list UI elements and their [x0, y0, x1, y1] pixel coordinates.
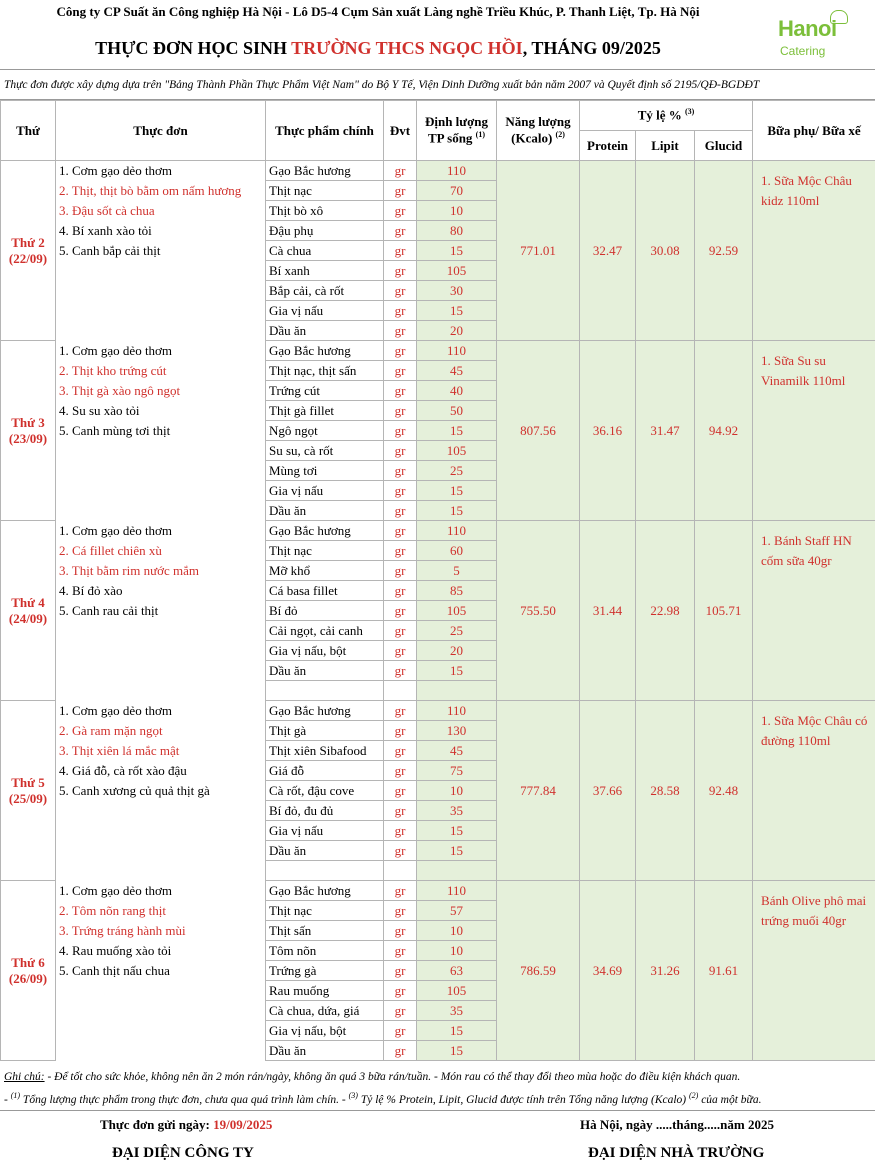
- dish-item: [56, 461, 266, 481]
- ingredient-quantity: 10: [417, 781, 497, 801]
- ingredient-name: [266, 681, 384, 701]
- col-main-food: Thực phẩm chính: [266, 101, 384, 161]
- ingredient-unit: gr: [384, 901, 417, 921]
- ingredient-name: Gạo Bắc hương: [266, 881, 384, 901]
- ingredient-unit: gr: [384, 801, 417, 821]
- dish-item: [56, 621, 266, 641]
- day-cell: [1, 341, 56, 521]
- dish-item: 4. Bí xanh xào tỏi: [56, 221, 266, 241]
- day-date: (24/09): [8, 610, 48, 626]
- ingredient-unit: gr: [384, 921, 417, 941]
- table-row: [1, 341, 875, 361]
- ingredient-name: Đậu phụ: [266, 221, 384, 241]
- document-header: [0, 0, 875, 70]
- ingredient-name: Thịt nạc: [266, 901, 384, 921]
- dish-item: [56, 441, 266, 461]
- ingredient-name: Trứng cút: [266, 381, 384, 401]
- dish-item: [56, 821, 266, 841]
- dish-item: [56, 861, 266, 881]
- ingredient-unit: gr: [384, 581, 417, 601]
- ingredient-unit: gr: [384, 601, 417, 621]
- glucid-value: 91.61: [695, 881, 753, 1061]
- ingredient-quantity: 80: [417, 221, 497, 241]
- ingredient-quantity: 15: [417, 841, 497, 861]
- ingredient-unit: gr: [384, 841, 417, 861]
- ingredient-unit: gr: [384, 221, 417, 241]
- title-school: TRƯỜNG THCS NGỌC HỒI: [291, 38, 523, 58]
- ingredient-name: Thịt nạc, thịt sấn: [266, 361, 384, 381]
- dish-item: 3. Trứng tráng hành mùi: [56, 921, 266, 941]
- ingredient-name: Thịt xiên Sibafood: [266, 741, 384, 761]
- ingredient-quantity: 130: [417, 721, 497, 741]
- menu-basis-note: Thực đơn được xây dựng dựa trên "Bảng Thành Phần Thực Phẩm Việt Nam" do Bộ Y Tế, Viện Dinh Dưỡng xuất bản năm 2007 và Quyết định số 2195/QĐ-BGDĐT: [0, 72, 875, 100]
- dish-item: 2. Gà ram mặn ngọt: [56, 721, 266, 741]
- ingredient-name: Thịt gà fillet: [266, 401, 384, 421]
- ingredient-name: Cà chua: [266, 241, 384, 261]
- lipit-value: 31.47: [636, 341, 695, 521]
- ingredient-quantity: 40: [417, 381, 497, 401]
- day-date: (23/09): [8, 430, 48, 446]
- ingredient-unit: [384, 861, 417, 881]
- day-cell: [1, 701, 56, 881]
- ingredient-unit: gr: [384, 881, 417, 901]
- ingredient-quantity: 110: [417, 161, 497, 181]
- ingredient-unit: gr: [384, 481, 417, 501]
- ingredient-name: Bắp cải, cà rốt: [266, 281, 384, 301]
- ingredient-unit: gr: [384, 721, 417, 741]
- ingredient-name: Bí xanh: [266, 261, 384, 281]
- dish-item: 4. Giá đỗ, cà rốt xào đậu: [56, 761, 266, 781]
- dish-item: 1. Cơm gạo dẻo thơm: [56, 521, 266, 541]
- ingredient-unit: gr: [384, 641, 417, 661]
- ingredient-quantity: 5: [417, 561, 497, 581]
- energy-value: 786.59: [497, 881, 580, 1061]
- ingredient-name: Dầu ăn: [266, 321, 384, 341]
- ingredient-unit: gr: [384, 961, 417, 981]
- dish-item: 5. Canh xương củ quả thịt gà: [56, 781, 266, 801]
- dish-item: [56, 981, 266, 1001]
- ingredient-unit: gr: [384, 621, 417, 641]
- logo-main-text: Hanoi: [778, 16, 837, 41]
- lipit-value: 30.08: [636, 161, 695, 341]
- glucid-value: 92.59: [695, 161, 753, 341]
- ingredient-quantity: 57: [417, 901, 497, 921]
- col-lipit: Lipit: [636, 131, 695, 161]
- ingredient-name: Cà chua, dứa, giá: [266, 1001, 384, 1021]
- day-cell: [1, 161, 56, 341]
- title-suffix: , THÁNG 09/2025: [522, 38, 661, 58]
- ingredient-name: Gia vị nấu: [266, 301, 384, 321]
- ingredient-quantity: 15: [417, 661, 497, 681]
- dish-item: [56, 801, 266, 821]
- ingredient-name: Bí đỏ: [266, 601, 384, 621]
- col-protein: Protein: [580, 131, 636, 161]
- menu-body: [1, 161, 875, 1061]
- ingredient-unit: gr: [384, 501, 417, 521]
- ingredient-quantity: 15: [417, 301, 497, 321]
- ingredient-name: [266, 861, 384, 881]
- ingredient-quantity: 110: [417, 881, 497, 901]
- dish-item: 4. Rau muống xào tỏi: [56, 941, 266, 961]
- day-label: Thứ 5: [11, 774, 45, 790]
- ingredient-quantity: 10: [417, 921, 497, 941]
- ingredient-name: Gia vị nấu: [266, 481, 384, 501]
- ingredient-quantity: 15: [417, 481, 497, 501]
- ingredient-name: Dầu ăn: [266, 1041, 384, 1061]
- ingredient-quantity: 45: [417, 741, 497, 761]
- glucid-value: 94.92: [695, 341, 753, 521]
- note-line-2: - $^{(1)}$ Tổng lượng thực phẩm trong thực đơn, chưa qua quá trình làm chín. - $^{(3)}$ Tỷ lệ % Protein, Lipit, Glucid được tính trên Tổng năng lượng (Kcalo) $^{(2)}$ của một bữa.: [4, 1091, 762, 1106]
- ingredient-name: Tôm nõn: [266, 941, 384, 961]
- ingredient-quantity: 110: [417, 341, 497, 361]
- ingredient-unit: gr: [384, 301, 417, 321]
- ingredient-quantity: [417, 861, 497, 881]
- ingredient-unit: gr: [384, 1021, 417, 1041]
- ingredient-name: Gia vị nấu, bột: [266, 641, 384, 661]
- snack-item: 1. Sữa Su su Vinamilk 110ml: [753, 341, 875, 521]
- ingredient-quantity: 25: [417, 621, 497, 641]
- ingredient-unit: gr: [384, 521, 417, 541]
- dish-item: 5. Canh thịt nấu chua: [56, 961, 266, 981]
- ingredient-name: Thịt nạc: [266, 541, 384, 561]
- table-row: [1, 701, 875, 721]
- ingredient-name: Thịt nạc: [266, 181, 384, 201]
- dish-item: [56, 681, 266, 701]
- col-energy: Năng lượng (Kcalo) $^{(2)}$: [497, 101, 580, 161]
- ingredient-name: Gạo Bắc hương: [266, 161, 384, 181]
- menu-table: [0, 100, 875, 1061]
- logo-sub-text: Catering: [780, 44, 826, 58]
- hanoi-catering-logo: [770, 8, 870, 66]
- ingredient-unit: gr: [384, 421, 417, 441]
- protein-value: 32.47: [580, 161, 636, 341]
- ingredient-unit: gr: [384, 381, 417, 401]
- dish-item: 2. Tôm nõn rang thịt: [56, 901, 266, 921]
- dish-item: 2. Thịt, thịt bò bằm om nấm hương: [56, 181, 266, 201]
- ingredient-name: Thịt bò xô: [266, 201, 384, 221]
- ingredient-quantity: 15: [417, 241, 497, 261]
- ingredient-quantity: 45: [417, 361, 497, 381]
- snack-item: Bánh Olive phô mai trứng muối 40gr: [753, 881, 875, 1061]
- dish-item: 5. Canh rau cải thịt: [56, 601, 266, 621]
- col-day: Thứ: [1, 101, 56, 161]
- energy-value: 755.50: [497, 521, 580, 701]
- ingredient-unit: gr: [384, 161, 417, 181]
- ingredient-name: Thịt gà: [266, 721, 384, 741]
- col-glucid: Glucid: [695, 131, 753, 161]
- ingredient-name: Gạo Bắc hương: [266, 521, 384, 541]
- dish-item: 5. Canh bắp cải thịt: [56, 241, 266, 261]
- day-label: Thứ 4: [11, 594, 45, 610]
- page-title: [0, 38, 756, 59]
- dish-item: 1. Cơm gạo dẻo thơm: [56, 161, 266, 181]
- ingredient-quantity: 70: [417, 181, 497, 201]
- ingredient-unit: gr: [384, 341, 417, 361]
- ingredient-quantity: 15: [417, 821, 497, 841]
- table-row: [1, 521, 875, 541]
- col-snack: Bữa phụ/ Bữa xế: [753, 101, 875, 161]
- ingredient-name: Gạo Bắc hương: [266, 701, 384, 721]
- col-menu: Thực đơn: [56, 101, 266, 161]
- ingredient-quantity: 15: [417, 501, 497, 521]
- ingredient-quantity: [417, 681, 497, 701]
- ingredient-quantity: 15: [417, 1041, 497, 1061]
- dish-item: 1. Cơm gạo dẻo thơm: [56, 881, 266, 901]
- day-date: (22/09): [8, 250, 48, 266]
- ingredient-unit: gr: [384, 361, 417, 381]
- protein-value: 34.69: [580, 881, 636, 1061]
- ingredient-name: Dầu ăn: [266, 661, 384, 681]
- ingredient-name: Ngô ngọt: [266, 421, 384, 441]
- ingredient-quantity: 50: [417, 401, 497, 421]
- ingredient-name: Dầu ăn: [266, 501, 384, 521]
- energy-value: 777.84: [497, 701, 580, 881]
- snack-item: 1. Sữa Mộc Châu có đường 110ml: [753, 701, 875, 881]
- ingredient-unit: gr: [384, 761, 417, 781]
- lipit-value: 28.58: [636, 701, 695, 881]
- dish-item: 4. Bí đỏ xào: [56, 581, 266, 601]
- ingredient-name: Cá basa fillet: [266, 581, 384, 601]
- glucid-value: 92.48: [695, 701, 753, 881]
- ingredient-unit: gr: [384, 1001, 417, 1021]
- dish-item: 1. Cơm gạo dẻo thơm: [56, 701, 266, 721]
- place-date: Hà Nội, ngày .....tháng.....năm 2025: [580, 1117, 774, 1132]
- dish-item: [56, 321, 266, 341]
- lipit-value: 31.26: [636, 881, 695, 1061]
- ingredient-name: Gia vị nấu, bột: [266, 1021, 384, 1041]
- dish-item: 4. Su su xào tỏi: [56, 401, 266, 421]
- col-quantity: Định lượng TP sống $^{(1)}$: [417, 101, 497, 161]
- ingredient-name: Giá đỗ: [266, 761, 384, 781]
- ingredient-name: Bí đỏ, đu đủ: [266, 801, 384, 821]
- day-cell: [1, 881, 56, 1061]
- table-row: [1, 881, 875, 901]
- dish-item: [56, 261, 266, 281]
- ingredient-name: Dầu ăn: [266, 841, 384, 861]
- ingredient-unit: gr: [384, 241, 417, 261]
- ingredient-unit: gr: [384, 821, 417, 841]
- dish-item: [56, 501, 266, 521]
- ingredient-name: Su su, cà rốt: [266, 441, 384, 461]
- dish-item: 3. Thịt gà xào ngô ngọt: [56, 381, 266, 401]
- glucid-value: 105.71: [695, 521, 753, 701]
- dish-item: [56, 481, 266, 501]
- ingredient-quantity: 35: [417, 1001, 497, 1021]
- title-prefix: THỰC ĐƠN HỌC SINH: [95, 38, 292, 58]
- day-date: (26/09): [8, 970, 48, 986]
- school-representative: ĐẠI DIỆN NHÀ TRƯỜNG: [588, 1145, 765, 1161]
- ingredient-quantity: 20: [417, 321, 497, 341]
- ingredient-quantity: 20: [417, 641, 497, 661]
- ingredient-unit: gr: [384, 1041, 417, 1061]
- ingredient-unit: gr: [384, 441, 417, 461]
- ingredient-unit: gr: [384, 941, 417, 961]
- col-unit: Đvt: [384, 101, 417, 161]
- dish-item: [56, 841, 266, 861]
- ingredient-quantity: 60: [417, 541, 497, 561]
- note-line-1: Ghi chú: - Để tốt cho sức khỏe, không nên ăn 2 món rán/ngày, không ăn quá 3 bữa rán/tuần. - Món rau có thể thay đổi theo mùa hoặc do điều kiện khách quan.: [4, 1071, 741, 1083]
- day-label: Thứ 3: [11, 414, 45, 430]
- snack-item: 1. Sữa Mộc Châu kidz 110ml: [753, 161, 875, 341]
- dish-item: 3. Thịt xiên lá mắc mật: [56, 741, 266, 761]
- signature-footer: [0, 1110, 875, 1168]
- ingredient-unit: gr: [384, 741, 417, 761]
- ingredient-quantity: 25: [417, 461, 497, 481]
- ingredient-unit: gr: [384, 661, 417, 681]
- ingredient-quantity: 15: [417, 421, 497, 441]
- ingredient-unit: gr: [384, 701, 417, 721]
- protein-value: 31.44: [580, 521, 636, 701]
- protein-value: 37.66: [580, 701, 636, 881]
- table-row: [1, 161, 875, 181]
- ingredient-unit: [384, 681, 417, 701]
- ingredient-unit: gr: [384, 401, 417, 421]
- protein-value: 36.16: [580, 341, 636, 521]
- ingredient-unit: gr: [384, 181, 417, 201]
- ingredient-name: Trứng gà: [266, 961, 384, 981]
- ingredient-quantity: 30: [417, 281, 497, 301]
- ingredient-quantity: 105: [417, 981, 497, 1001]
- lipit-value: 22.98: [636, 521, 695, 701]
- ingredient-name: Gia vị nấu: [266, 821, 384, 841]
- ingredient-quantity: 110: [417, 521, 497, 541]
- ingredient-unit: gr: [384, 561, 417, 581]
- ingredient-quantity: 105: [417, 261, 497, 281]
- dish-item: 3. Đậu sốt cà chua: [56, 201, 266, 221]
- ingredient-unit: gr: [384, 981, 417, 1001]
- ingredient-unit: gr: [384, 281, 417, 301]
- ingredient-name: Cà rốt, đậu cove: [266, 781, 384, 801]
- dish-item: 2. Thịt kho trứng cút: [56, 361, 266, 381]
- ingredient-name: Thịt sấn: [266, 921, 384, 941]
- ingredient-quantity: 10: [417, 941, 497, 961]
- dish-item: [56, 661, 266, 681]
- ingredient-unit: gr: [384, 201, 417, 221]
- company-address: Công ty CP Suất ăn Công nghiệp Hà Nội - Lô D5-4 Cụm Sản xuất Làng nghề Triều Khúc, P. Thanh Liệt, Tp. Hà Nội: [56, 4, 700, 19]
- ingredient-name: Gạo Bắc hương: [266, 341, 384, 361]
- dish-item: [56, 281, 266, 301]
- energy-value: 807.56: [497, 341, 580, 521]
- ingredient-quantity: 105: [417, 441, 497, 461]
- ingredient-name: Rau muống: [266, 981, 384, 1001]
- ingredient-quantity: 105: [417, 601, 497, 621]
- sent-date: Thực đơn gửi ngày: 19/09/2025: [100, 1117, 273, 1132]
- dish-item: 3. Thịt bằm rim nước mắm: [56, 561, 266, 581]
- ingredient-unit: gr: [384, 461, 417, 481]
- dish-item: [56, 1041, 266, 1061]
- dish-item: 2. Cá fillet chiên xù: [56, 541, 266, 561]
- dish-item: 5. Canh mùng tơi thịt: [56, 421, 266, 441]
- ingredient-quantity: 10: [417, 201, 497, 221]
- energy-value: 771.01: [497, 161, 580, 341]
- day-date: (25/09): [8, 790, 48, 806]
- day-label: Thứ 2: [11, 234, 45, 250]
- ingredient-unit: gr: [384, 781, 417, 801]
- ingredient-name: Mỡ khổ: [266, 561, 384, 581]
- dish-item: 1. Cơm gạo dẻo thơm: [56, 341, 266, 361]
- snack-item: 1. Bánh Staff HN cốm sữa 40gr: [753, 521, 875, 701]
- ingredient-unit: gr: [384, 321, 417, 341]
- dish-item: [56, 1001, 266, 1021]
- ingredient-quantity: 63: [417, 961, 497, 981]
- ingredient-unit: gr: [384, 261, 417, 281]
- ingredient-quantity: 85: [417, 581, 497, 601]
- dish-item: [56, 1021, 266, 1041]
- ingredient-quantity: 35: [417, 801, 497, 821]
- col-ratio: Tỷ lệ % $^{(3)}$: [580, 101, 753, 131]
- dish-item: [56, 641, 266, 661]
- ingredient-quantity: 15: [417, 1021, 497, 1041]
- ingredient-name: Mùng tơi: [266, 461, 384, 481]
- day-label: Thứ 6: [11, 954, 45, 970]
- ingredient-unit: gr: [384, 541, 417, 561]
- ingredient-quantity: 75: [417, 761, 497, 781]
- ingredient-quantity: 110: [417, 701, 497, 721]
- company-representative: ĐẠI DIỆN CÔNG TY: [112, 1145, 254, 1161]
- dish-item: [56, 301, 266, 321]
- ingredient-name: Cải ngọt, cải canh: [266, 621, 384, 641]
- day-cell: [1, 521, 56, 701]
